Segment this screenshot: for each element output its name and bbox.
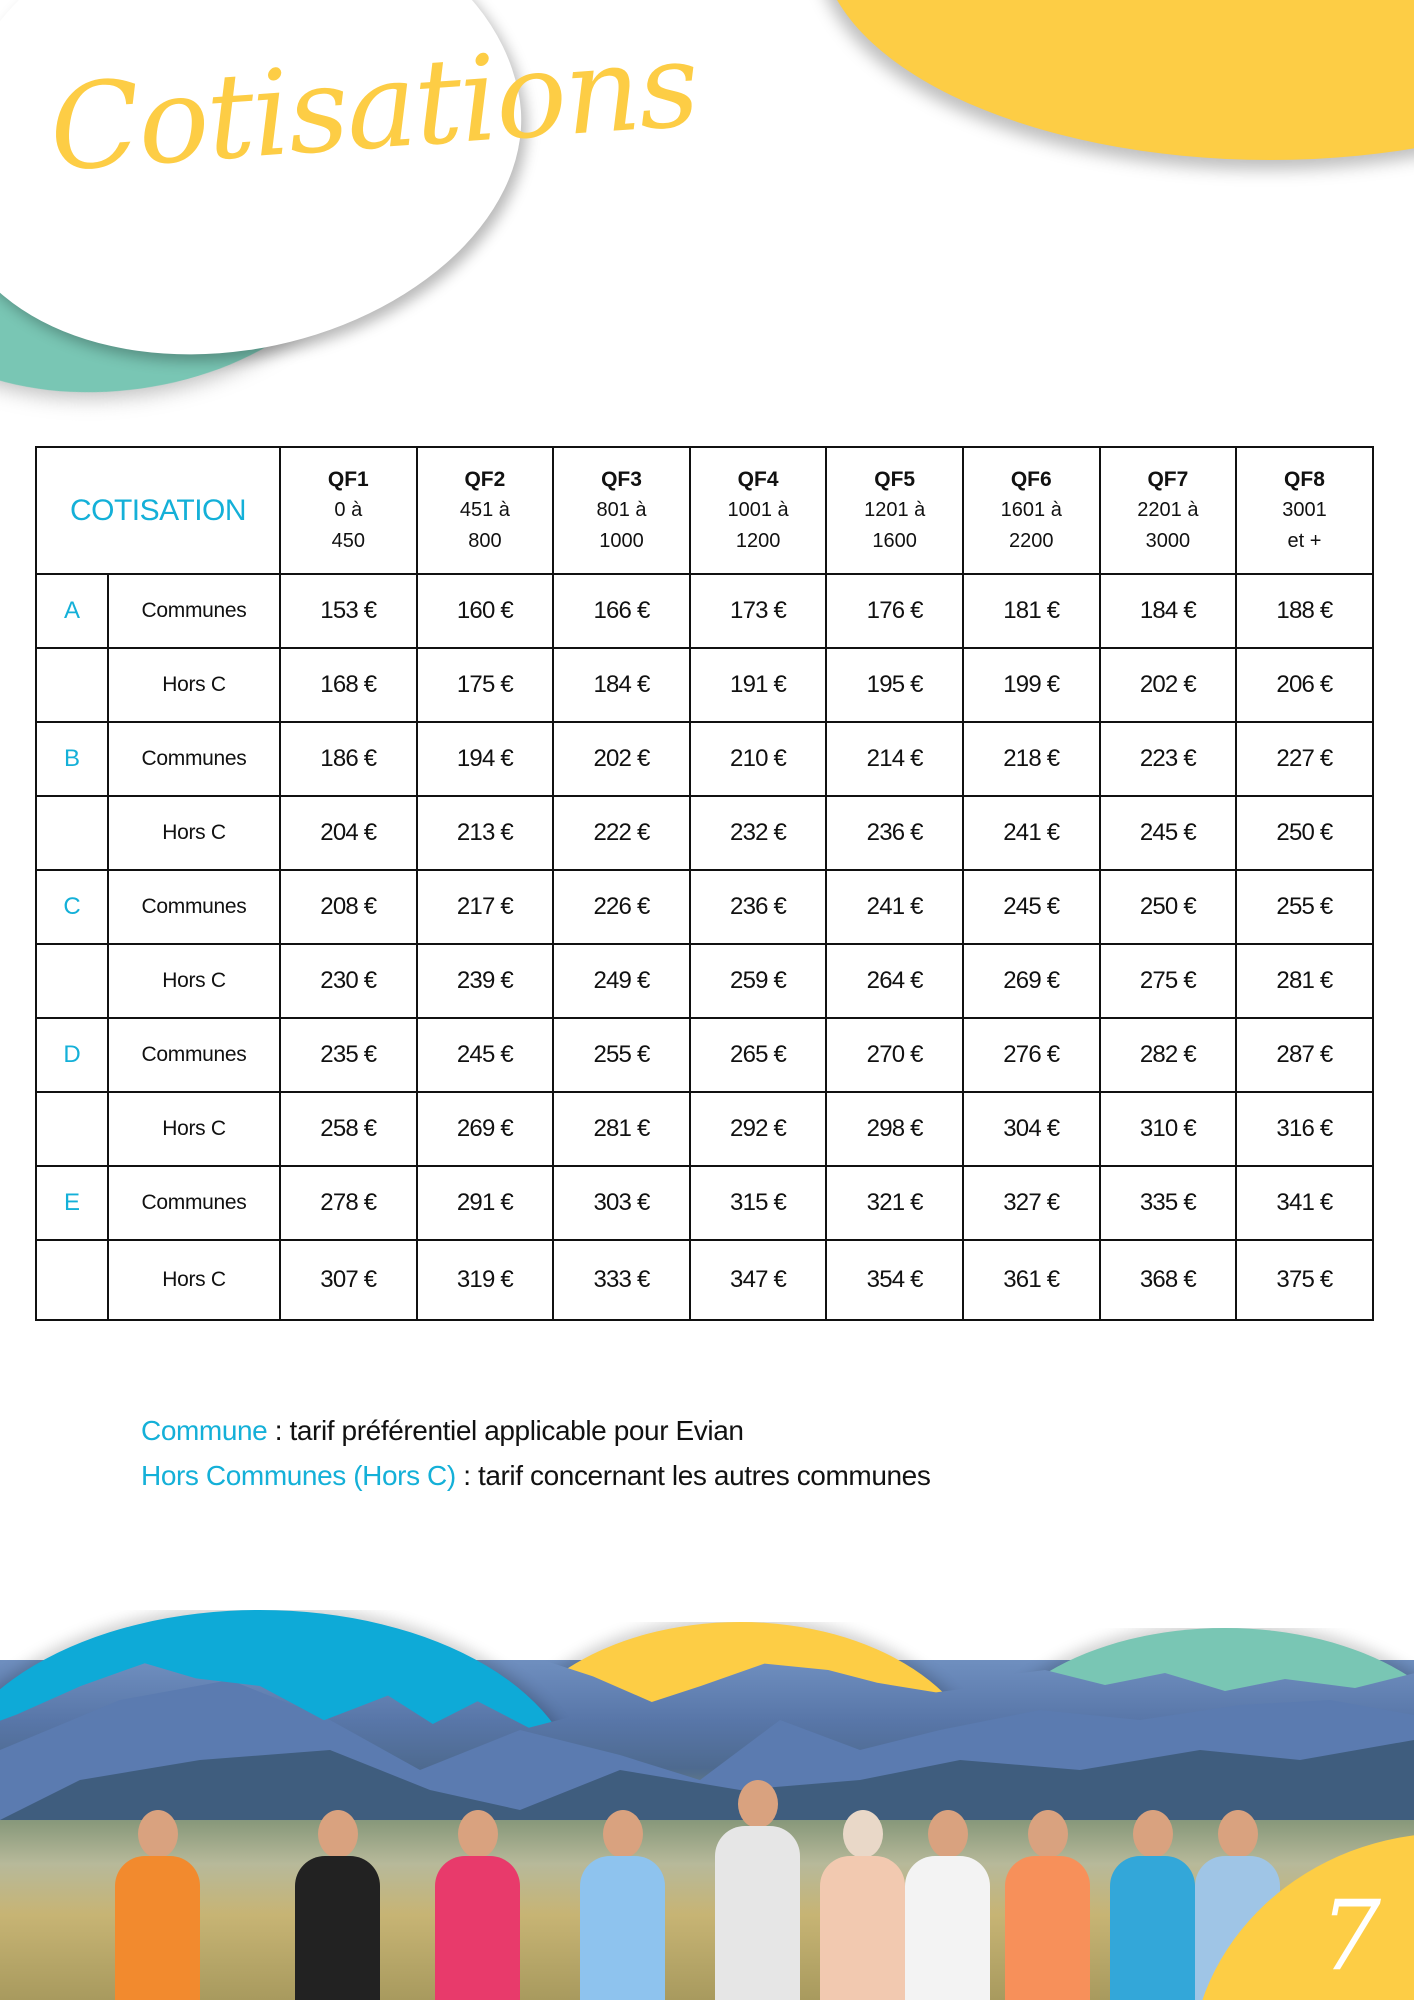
price-cell: 310 € [1100, 1092, 1237, 1166]
price-cell: 217 € [417, 870, 554, 944]
table-row [36, 870, 1373, 944]
table-header-row [36, 447, 1373, 574]
price-cell: 270 € [826, 1018, 963, 1092]
category-letter [36, 1240, 108, 1320]
price-cell: 269 € [963, 944, 1100, 1018]
price-cell: 184 € [553, 648, 690, 722]
price-cell: 239 € [417, 944, 554, 1018]
table-row [36, 1092, 1373, 1166]
price-cell: 186 € [280, 722, 417, 796]
hiker-figure [815, 1810, 910, 2000]
column-name: QF7 [1147, 468, 1189, 491]
price-cell: 255 € [553, 1018, 690, 1092]
price-cell: 173 € [690, 574, 827, 648]
price-cell: 265 € [690, 1018, 827, 1092]
legend-term: Hors Communes (Hors C) [141, 1460, 456, 1491]
price-cell: 316 € [1236, 1092, 1373, 1166]
column-range: 1000 [599, 530, 644, 552]
column-name: QF2 [464, 468, 506, 491]
category-letter: D [36, 1018, 108, 1092]
price-cell: 258 € [280, 1092, 417, 1166]
column-range: et + [1287, 530, 1322, 552]
row-label: Communes [108, 870, 280, 944]
price-cell: 250 € [1236, 796, 1373, 870]
price-cell: 249 € [553, 944, 690, 1018]
hiker-figure [1105, 1810, 1200, 2000]
price-cell: 278 € [280, 1166, 417, 1240]
price-cell: 347 € [690, 1240, 827, 1320]
legend-term: Commune [141, 1415, 268, 1446]
price-cell: 298 € [826, 1092, 963, 1166]
category-letter [36, 796, 108, 870]
page-number: 7 [1320, 1880, 1382, 1992]
price-cell: 160 € [417, 574, 554, 648]
column-range: 2200 [1009, 530, 1054, 552]
hiker-figure [110, 1810, 205, 2000]
column-range: 450 [331, 530, 365, 552]
price-cell: 230 € [280, 944, 417, 1018]
legend [141, 1408, 930, 1498]
price-cell: 176 € [826, 574, 963, 648]
price-cell: 354 € [826, 1240, 963, 1320]
price-cell: 202 € [1100, 648, 1237, 722]
price-cell: 375 € [1236, 1240, 1373, 1320]
page-title: Cotisations [45, 14, 702, 198]
price-cell: 264 € [826, 944, 963, 1018]
price-cell: 206 € [1236, 648, 1373, 722]
category-letter [36, 944, 108, 1018]
column-range: 2201 à [1137, 499, 1199, 521]
price-cell: 232 € [690, 796, 827, 870]
price-cell: 188 € [1236, 574, 1373, 648]
table-row [36, 1018, 1373, 1092]
price-cell: 236 € [690, 870, 827, 944]
price-cell: 208 € [280, 870, 417, 944]
table-row [36, 722, 1373, 796]
category-letter: A [36, 574, 108, 648]
row-label: Hors C [108, 1240, 280, 1320]
price-cell: 213 € [417, 796, 554, 870]
column-header-qf2 [417, 447, 554, 574]
price-cell: 368 € [1100, 1240, 1237, 1320]
hiker-figure [710, 1780, 805, 2000]
column-header-qf8 [1236, 447, 1373, 574]
price-cell: 236 € [826, 796, 963, 870]
price-cell: 226 € [553, 870, 690, 944]
row-label: Hors C [108, 1092, 280, 1166]
price-cell: 204 € [280, 796, 417, 870]
category-letter: E [36, 1166, 108, 1240]
hiker-figure [1000, 1810, 1095, 2000]
price-cell: 281 € [1236, 944, 1373, 1018]
price-cell: 319 € [417, 1240, 554, 1320]
price-cell: 223 € [1100, 722, 1237, 796]
column-name: QF5 [874, 468, 916, 491]
column-range: 1001 à [727, 499, 789, 521]
tariff-table [35, 446, 1374, 1321]
category-letter [36, 648, 108, 722]
price-cell: 195 € [826, 648, 963, 722]
price-cell: 175 € [417, 648, 554, 722]
price-cell: 269 € [417, 1092, 554, 1166]
price-cell: 282 € [1100, 1018, 1237, 1092]
price-cell: 210 € [690, 722, 827, 796]
row-label: Communes [108, 574, 280, 648]
column-name: QF1 [327, 468, 369, 491]
column-header-qf5 [826, 447, 963, 574]
row-label: Hors C [108, 944, 280, 1018]
price-cell: 245 € [1100, 796, 1237, 870]
legend-description: : tarif concernant les autres communes [455, 1460, 931, 1491]
column-range: 1201 à [864, 499, 926, 521]
row-label: Hors C [108, 796, 280, 870]
column-name: QF8 [1284, 468, 1325, 491]
price-cell: 245 € [963, 870, 1100, 944]
price-cell: 335 € [1100, 1166, 1237, 1240]
price-cell: 307 € [280, 1240, 417, 1320]
price-cell: 227 € [1236, 722, 1373, 796]
price-cell: 361 € [963, 1240, 1100, 1320]
row-label: Communes [108, 1018, 280, 1092]
hikers-group [0, 1780, 1414, 2000]
price-cell: 304 € [963, 1092, 1100, 1166]
hikers-photo [0, 1660, 1414, 2000]
table-row [36, 574, 1373, 648]
category-letter: C [36, 870, 108, 944]
decorative-yellow-shape [820, 0, 1414, 160]
column-range: 1600 [872, 530, 917, 552]
column-name: QF6 [1010, 468, 1052, 491]
table-row [36, 1166, 1373, 1240]
category-letter: B [36, 722, 108, 796]
column-range: 1601 à [1000, 499, 1062, 521]
price-cell: 222 € [553, 796, 690, 870]
price-cell: 194 € [417, 722, 554, 796]
price-cell: 153 € [280, 574, 417, 648]
price-cell: 315 € [690, 1166, 827, 1240]
price-cell: 214 € [826, 722, 963, 796]
price-cell: 235 € [280, 1018, 417, 1092]
column-range: 3000 [1145, 530, 1191, 552]
column-range: 800 [468, 530, 502, 552]
row-label: Communes [108, 722, 280, 796]
price-cell: 181 € [963, 574, 1100, 648]
column-range: 451 à [459, 499, 510, 521]
hiker-figure [290, 1810, 385, 2000]
column-range: 3001 [1282, 499, 1327, 521]
price-cell: 276 € [963, 1018, 1100, 1092]
price-cell: 327 € [963, 1166, 1100, 1240]
column-header-qf6 [963, 447, 1100, 574]
column-header-qf3 [553, 447, 690, 574]
hiker-figure [575, 1810, 670, 2000]
price-cell: 202 € [553, 722, 690, 796]
price-cell: 250 € [1100, 870, 1237, 944]
table-row [36, 1240, 1373, 1320]
price-cell: 292 € [690, 1092, 827, 1166]
column-header-qf7 [1100, 447, 1237, 574]
column-range: 0 à [334, 499, 363, 521]
price-cell: 218 € [963, 722, 1100, 796]
legend-item-commune [141, 1408, 930, 1453]
price-cell: 321 € [826, 1166, 963, 1240]
table-row [36, 796, 1373, 870]
price-cell: 241 € [963, 796, 1100, 870]
price-cell: 333 € [553, 1240, 690, 1320]
price-cell: 191 € [690, 648, 827, 722]
category-letter [36, 1092, 108, 1166]
price-cell: 303 € [553, 1166, 690, 1240]
price-cell: 184 € [1100, 574, 1237, 648]
corner-header: COTISATION [36, 447, 280, 574]
column-range: 1200 [735, 530, 781, 552]
price-cell: 199 € [963, 648, 1100, 722]
hiker-figure [430, 1810, 525, 2000]
price-cell: 259 € [690, 944, 827, 1018]
row-label: Communes [108, 1166, 280, 1240]
price-cell: 168 € [280, 648, 417, 722]
price-cell: 275 € [1100, 944, 1237, 1018]
legend-item-hors-communes [141, 1453, 930, 1498]
price-cell: 291 € [417, 1166, 554, 1240]
price-cell: 255 € [1236, 870, 1373, 944]
legend-description: : tarif préférentiel applicable pour Evian [267, 1415, 744, 1446]
table-row [36, 944, 1373, 1018]
column-name: QF4 [737, 468, 779, 491]
price-cell: 287 € [1236, 1018, 1373, 1092]
column-header-qf4 [690, 447, 827, 574]
table-row [36, 648, 1373, 722]
price-cell: 241 € [826, 870, 963, 944]
price-cell: 166 € [553, 574, 690, 648]
price-cell: 341 € [1236, 1166, 1373, 1240]
column-name: QF3 [601, 468, 642, 491]
hiker-figure [900, 1810, 995, 2000]
price-cell: 281 € [553, 1092, 690, 1166]
column-header-qf1 [280, 447, 417, 574]
price-cell: 245 € [417, 1018, 554, 1092]
row-label: Hors C [108, 648, 280, 722]
column-range: 801 à [596, 499, 647, 521]
